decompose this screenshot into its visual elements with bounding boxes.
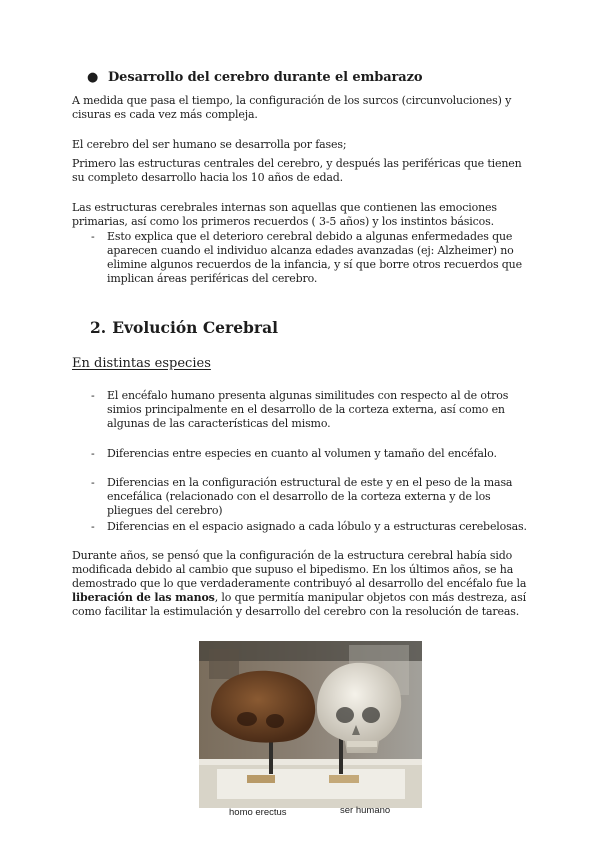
paragraph-estructuras-centrales: Primero las estructuras centrales del cerebro, y después las periféricas que tienen su completo desarrollo hacia los 10 años de edad. — [72, 157, 522, 184]
skulls-illustration — [199, 641, 422, 808]
closing-text-start: Durante años, se pensó que la configuración de la estructura cerebral había sido modificada debido al cambio que supuso el bipedismo. En los últimos años, se ha demostrado que lo que verdaderamente contribuyó al desarrollo del encéfalo fue la — [72, 549, 527, 590]
closing-text-end: , lo que permitía manipular objetos con más destreza, así como facilitar la estimulación y desarrollo del cerebro con la resolución de tareas. — [72, 591, 526, 618]
paragraph-estructuras-internas: Las estructuras cerebrales internas son aquellas que contienen las emociones primarias, así como los primeros recuerdos ( 3-5 años) y los instintos básicos. — [72, 201, 497, 228]
section-1-heading-text: Desarrollo del cerebro durante el embarazo — [108, 70, 423, 85]
section-2-heading — [90, 318, 278, 337]
paragraph-bipedismo — [72, 549, 532, 619]
dash-marker: - — [91, 520, 95, 533]
list-item-text: Esto explica que el deterioro cerebral debido a algunas enfermedades que aparecen cuando el individuo alcanza edades avanzadas (ej: Alzheimer) no elimine algunos recuerdos de la infancia, y sí que borre otros recuerdos que implican áreas periféricas del cerebro. — [107, 230, 522, 285]
dash-marker: - — [91, 389, 95, 402]
list-item-text: El encéfalo humano presenta algunas similitudes con respecto al de otros simios principalmente en el desarrollo de la corteza externa, así como en algunas de las características del mismo. — [107, 389, 509, 430]
section-2-heading-text: Evolución Cerebral — [112, 318, 278, 337]
bullet-icon: ● — [87, 70, 99, 85]
closing-text-bold: liberación de las manos — [72, 591, 215, 604]
subheading-especies: En distintas especies — [72, 356, 211, 371]
paragraph-fases: El cerebro del ser humano se desarrolla por fases; — [72, 138, 347, 151]
section-2-number: 2. — [90, 318, 107, 337]
paragraph-surcos: A medida que pasa el tiempo, la configuración de los surcos (circunvoluciones) y cisuras es cada vez más compleja. — [72, 94, 512, 121]
dash-marker: - — [91, 230, 95, 243]
dash-marker: - — [91, 476, 95, 489]
skulls-photo — [199, 641, 422, 808]
dash-marker: - — [91, 447, 95, 460]
list-item-text: Diferencias en el espacio asignado a cada lóbulo y a estructuras cerebelosas. — [107, 520, 527, 533]
caption-ser-humano: ser humano — [340, 805, 391, 816]
list-item-text: Diferencias entre especies en cuanto al volumen y tamaño del encéfalo. — [107, 447, 497, 460]
list-item-text: Diferencias en la configuración estructural de este y en el peso de la masa encefálica (relacionado con el desarrollo de la corteza externa y de los pliegues del cerebro) — [107, 476, 513, 517]
caption-homo-erectus: homo erectus — [229, 807, 287, 818]
